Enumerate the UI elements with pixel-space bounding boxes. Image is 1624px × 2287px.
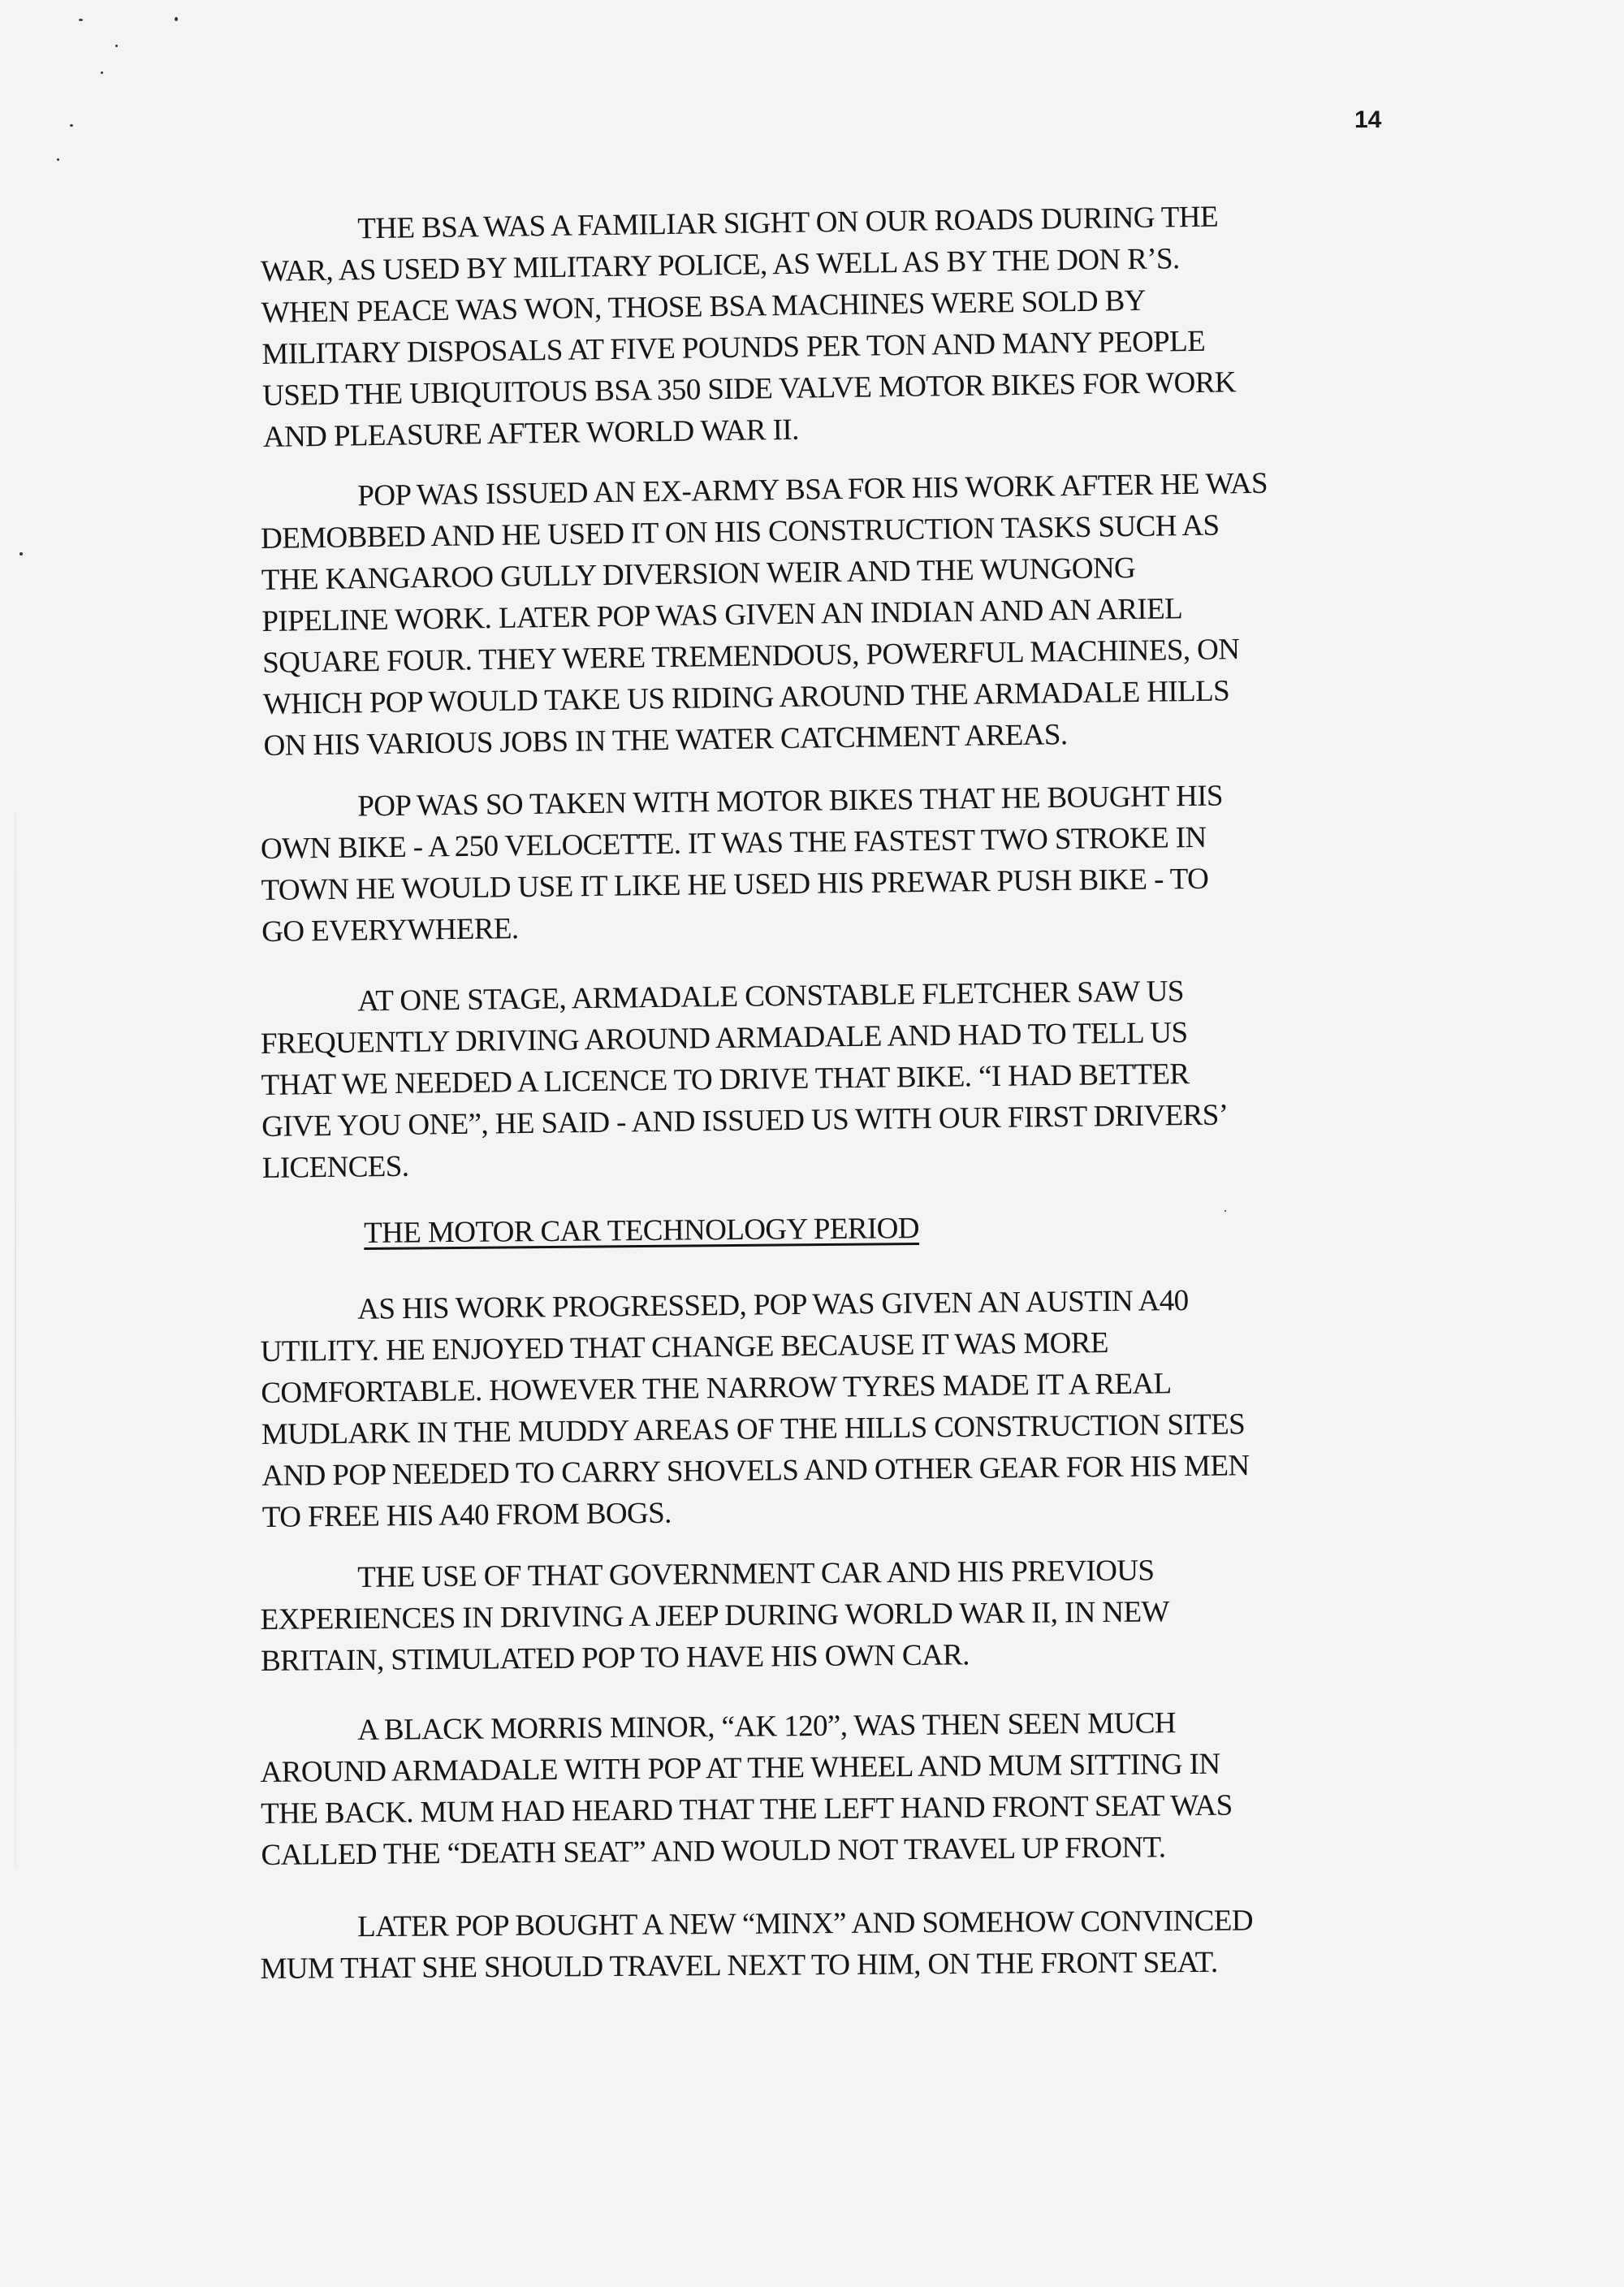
text-line: AND PLEASURE AFTER WORLD WAR II. xyxy=(262,413,799,454)
paragraph xyxy=(260,1548,1397,1682)
text-line: AND POP NEEDED TO CARRY SHOVELS AND OTHER GEAR FOR HIS MEN xyxy=(261,1449,1250,1493)
paragraph xyxy=(260,1899,1397,1990)
text-line: USED THE UBIQUITOUS BSA 350 SIDE VALVE MOTOR BIKES FOR WORK xyxy=(261,365,1237,413)
section-heading: THE MOTOR CAR TECHNOLOGY PERIOD xyxy=(364,1212,920,1250)
text-line: THE USE OF THAT GOVERNMENT CAR AND HIS PREVIOUS xyxy=(357,1554,1155,1594)
text-line: WHICH POP WOULD TAKE US RIDING AROUND THE ARMADALE HILLS xyxy=(262,674,1230,721)
text-line: MILITARY DISPOSALS AT FIVE POUNDS PER TON AND MANY PEOPLE xyxy=(261,324,1206,371)
scan-speck xyxy=(70,124,73,127)
text-line: THE BACK. MUM HAD HEARD THAT THE LEFT HAND FRONT SEAT WAS xyxy=(260,1788,1233,1831)
paragraph xyxy=(260,968,1399,1189)
page-number: 14 xyxy=(1354,106,1382,133)
text-line: THAT WE NEEDED A LICENCE TO DRIVE THAT BIKE. “I HAD BETTER xyxy=(261,1057,1190,1102)
text-line: POP WAS SO TAKEN WITH MOTOR BIKES THAT HE BOUGHT HIS xyxy=(357,779,1224,824)
paragraph xyxy=(260,193,1400,458)
text-line: LICENCES. xyxy=(261,1149,409,1185)
text-line: THE BSA WAS A FAMILIAR SIGHT ON OUR ROADS DURING THE xyxy=(357,200,1219,246)
text-line: COMFORTABLE. HOWEVER THE NARROW TYRES MADE IT A REAL xyxy=(261,1367,1172,1410)
paragraph xyxy=(260,1278,1399,1538)
text-line: AS HIS WORK PROGRESSED, POP WAS GIVEN AN AUSTIN A40 xyxy=(357,1284,1189,1326)
scan-edge-shadow xyxy=(15,812,16,1868)
text-line: WAR, AS USED BY MILITARY POLICE, AS WELL AS BY THE DON R’S. xyxy=(260,242,1180,288)
text-line: UTILITY. HE ENJOYED THAT CHANGE BECAUSE IT WAS MORE xyxy=(260,1326,1109,1368)
scan-speck xyxy=(19,552,23,556)
paragraph xyxy=(260,773,1398,953)
scan-speck xyxy=(57,158,59,161)
scan-speck xyxy=(79,19,83,21)
text-line: LATER POP BOUGHT A NEW “MINX” AND SOMEHOW CONVINCED xyxy=(357,1904,1254,1944)
text-line: TOWN HE WOULD USE IT LIKE HE USED HIS PREWAR PUSH BIKE - TO xyxy=(261,862,1209,907)
text-line: DEMOBBED AND HE USED IT ON HIS CONSTRUCTION TASKS SUCH AS xyxy=(260,508,1220,556)
text-line: MUM THAT SHE SHOULD TRAVEL NEXT TO HIM, ON THE FRONT SEAT. xyxy=(260,1945,1218,1986)
paragraph xyxy=(260,1701,1398,1876)
scan-speck xyxy=(115,45,118,47)
text-line: ON HIS VARIOUS JOBS IN THE WATER CATCHMENT AREAS. xyxy=(263,718,1068,763)
text-line: BRITAIN, STIMULATED POP TO HAVE HIS OWN CAR. xyxy=(260,1638,970,1678)
text-line: SQUARE FOUR. THEY WERE TREMENDOUS, POWERFUL MACHINES, ON xyxy=(261,633,1240,680)
text-line: AT ONE STAGE, ARMADALE CONSTABLE FLETCHER SAW US xyxy=(357,975,1185,1018)
text-line: THE KANGAROO GULLY DIVERSION WEIR AND THE WUNGONG xyxy=(261,551,1136,597)
text-line: GO EVERYWHERE. xyxy=(261,912,519,949)
text-line: MUDLARK IN THE MUDDY AREAS OF THE HILLS CONSTRUCTION SITES xyxy=(261,1407,1246,1451)
text-line: PIPELINE WORK. LATER POP WAS GIVEN AN INDIAN AND AN ARIEL xyxy=(261,592,1183,638)
text-line: TO FREE HIS A40 FROM BOGS. xyxy=(261,1496,672,1534)
scan-speck xyxy=(175,17,178,21)
text-line: WHEN PEACE WAS WON, THOSE BSA MACHINES WERE SOLD BY xyxy=(261,283,1147,330)
scan-speck xyxy=(1224,1210,1226,1212)
paragraph xyxy=(260,460,1401,767)
text-line: FREQUENTLY DRIVING AROUND ARMADALE AND HAD TO TELL US xyxy=(260,1016,1188,1061)
text-line: CALLED THE “DEATH SEAT” AND WOULD NOT TRAVEL UP FRONT. xyxy=(261,1831,1166,1872)
text-line: AROUND ARMADALE WITH POP AT THE WHEEL AND MUM SITTING IN xyxy=(260,1747,1220,1789)
text-line: OWN BIKE - A 250 VELOCETTE. IT WAS THE FASTEST TWO STROKE IN xyxy=(260,820,1207,866)
text-line: A BLACK MORRIS MINOR, “AK 120”, WAS THEN SEEN MUCH xyxy=(357,1706,1177,1747)
text-line: EXPERIENCES IN DRIVING A JEEP DURING WORLD WAR II, IN NEW xyxy=(260,1595,1170,1636)
text-line: GIVE YOU ONE”, HE SAID - AND ISSUED US WITH OUR FIRST DRIVERS’ xyxy=(261,1098,1229,1144)
scan-speck xyxy=(101,71,103,74)
text-line: POP WAS ISSUED AN EX-ARMY BSA FOR HIS WORK AFTER HE WAS xyxy=(357,466,1268,513)
